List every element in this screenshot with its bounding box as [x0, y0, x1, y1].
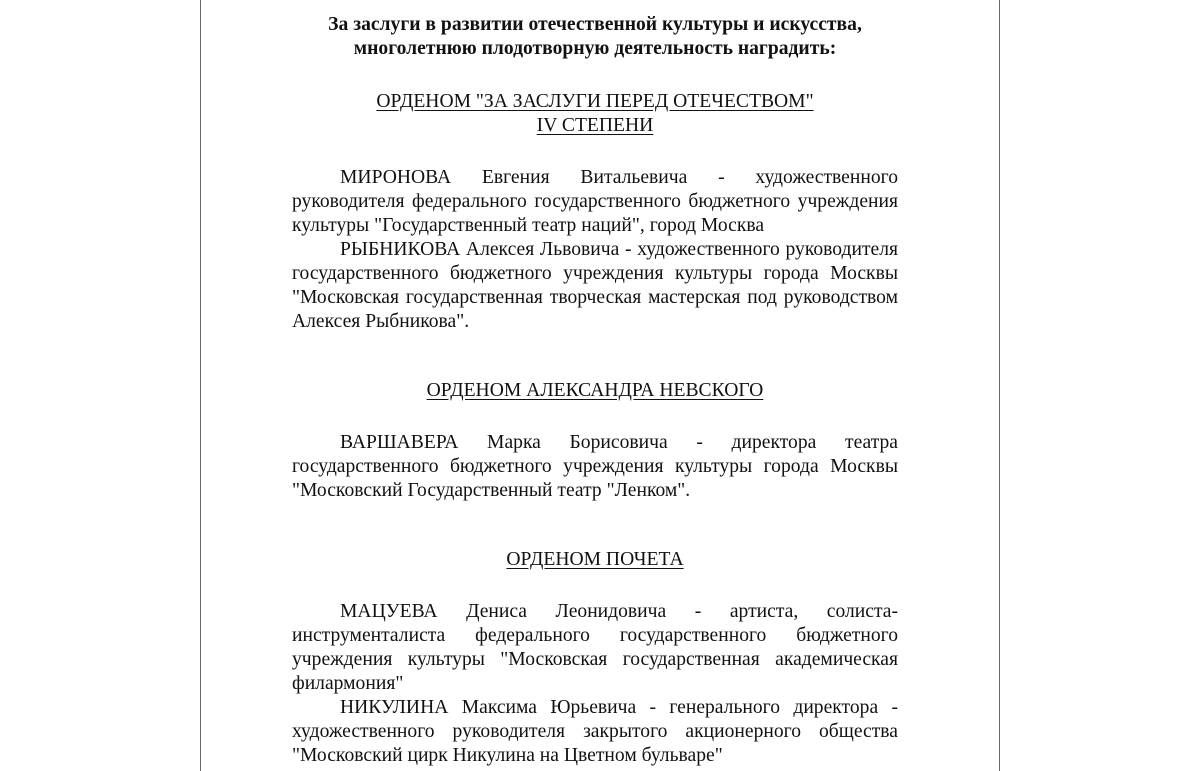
award-section-nevsky — [292, 379, 898, 503]
award-entry: МИРОНОВА Евгения Витальевича - художественного руководителя федерального государственного бюджетного учреждения культуры "Государственный театр наций", город Москва — [292, 167, 898, 236]
order-heading-line-1: ОРДЕНОМ ПОЧЕТА — [506, 549, 684, 570]
order-heading — [292, 379, 898, 403]
order-heading — [292, 90, 898, 138]
page-right-edge — [999, 0, 1000, 771]
award-entry: МАЦУЕВА Дениса Леонидовича - артиста, солиста-инструменталиста федерального государственного бюджетного учреждения культуры "Московская государственная академическая филармония" — [292, 601, 898, 694]
page-left-edge — [200, 0, 201, 771]
award-entry: ВАРШАВЕРА Марка Борисовича - директора театра государственного бюджетного учреждения культуры города Москвы "Московский Государственный театр "Ленком". — [292, 432, 898, 501]
decree-document — [292, 13, 898, 768]
intro-line-2: многолетнюю плодотворную деятельность наградить: — [353, 38, 837, 59]
award-entry: РЫБНИКОВА Алексея Львовича - художественного руководителя государственного бюджетного учреждения культуры города Москвы "Московская государственная творческая мастерская под руководством Алексея Рыбникова". — [292, 239, 898, 332]
intro-text — [292, 13, 898, 61]
order-heading-line-2: IV СТЕПЕНИ — [536, 115, 654, 136]
award-section-honor — [292, 548, 898, 768]
order-heading — [292, 548, 898, 572]
award-entry: НИКУЛИНА Максима Юрьевича - генерального директора - художественного руководителя закрытого акционерного общества "Московский цирк Никулина на Цветном бульваре" — [292, 697, 898, 766]
order-heading-line-1: ОРДЕНОМ АЛЕКСАНДРА НЕВСКОГО — [426, 380, 764, 401]
award-section-fatherland — [292, 90, 898, 334]
intro-line-1: За заслуги в развитии отечественной культуры и искусства, — [328, 14, 862, 35]
order-heading-line-1: ОРДЕНОМ "ЗА ЗАСЛУГИ ПЕРЕД ОТЕЧЕСТВОМ" — [376, 91, 814, 112]
